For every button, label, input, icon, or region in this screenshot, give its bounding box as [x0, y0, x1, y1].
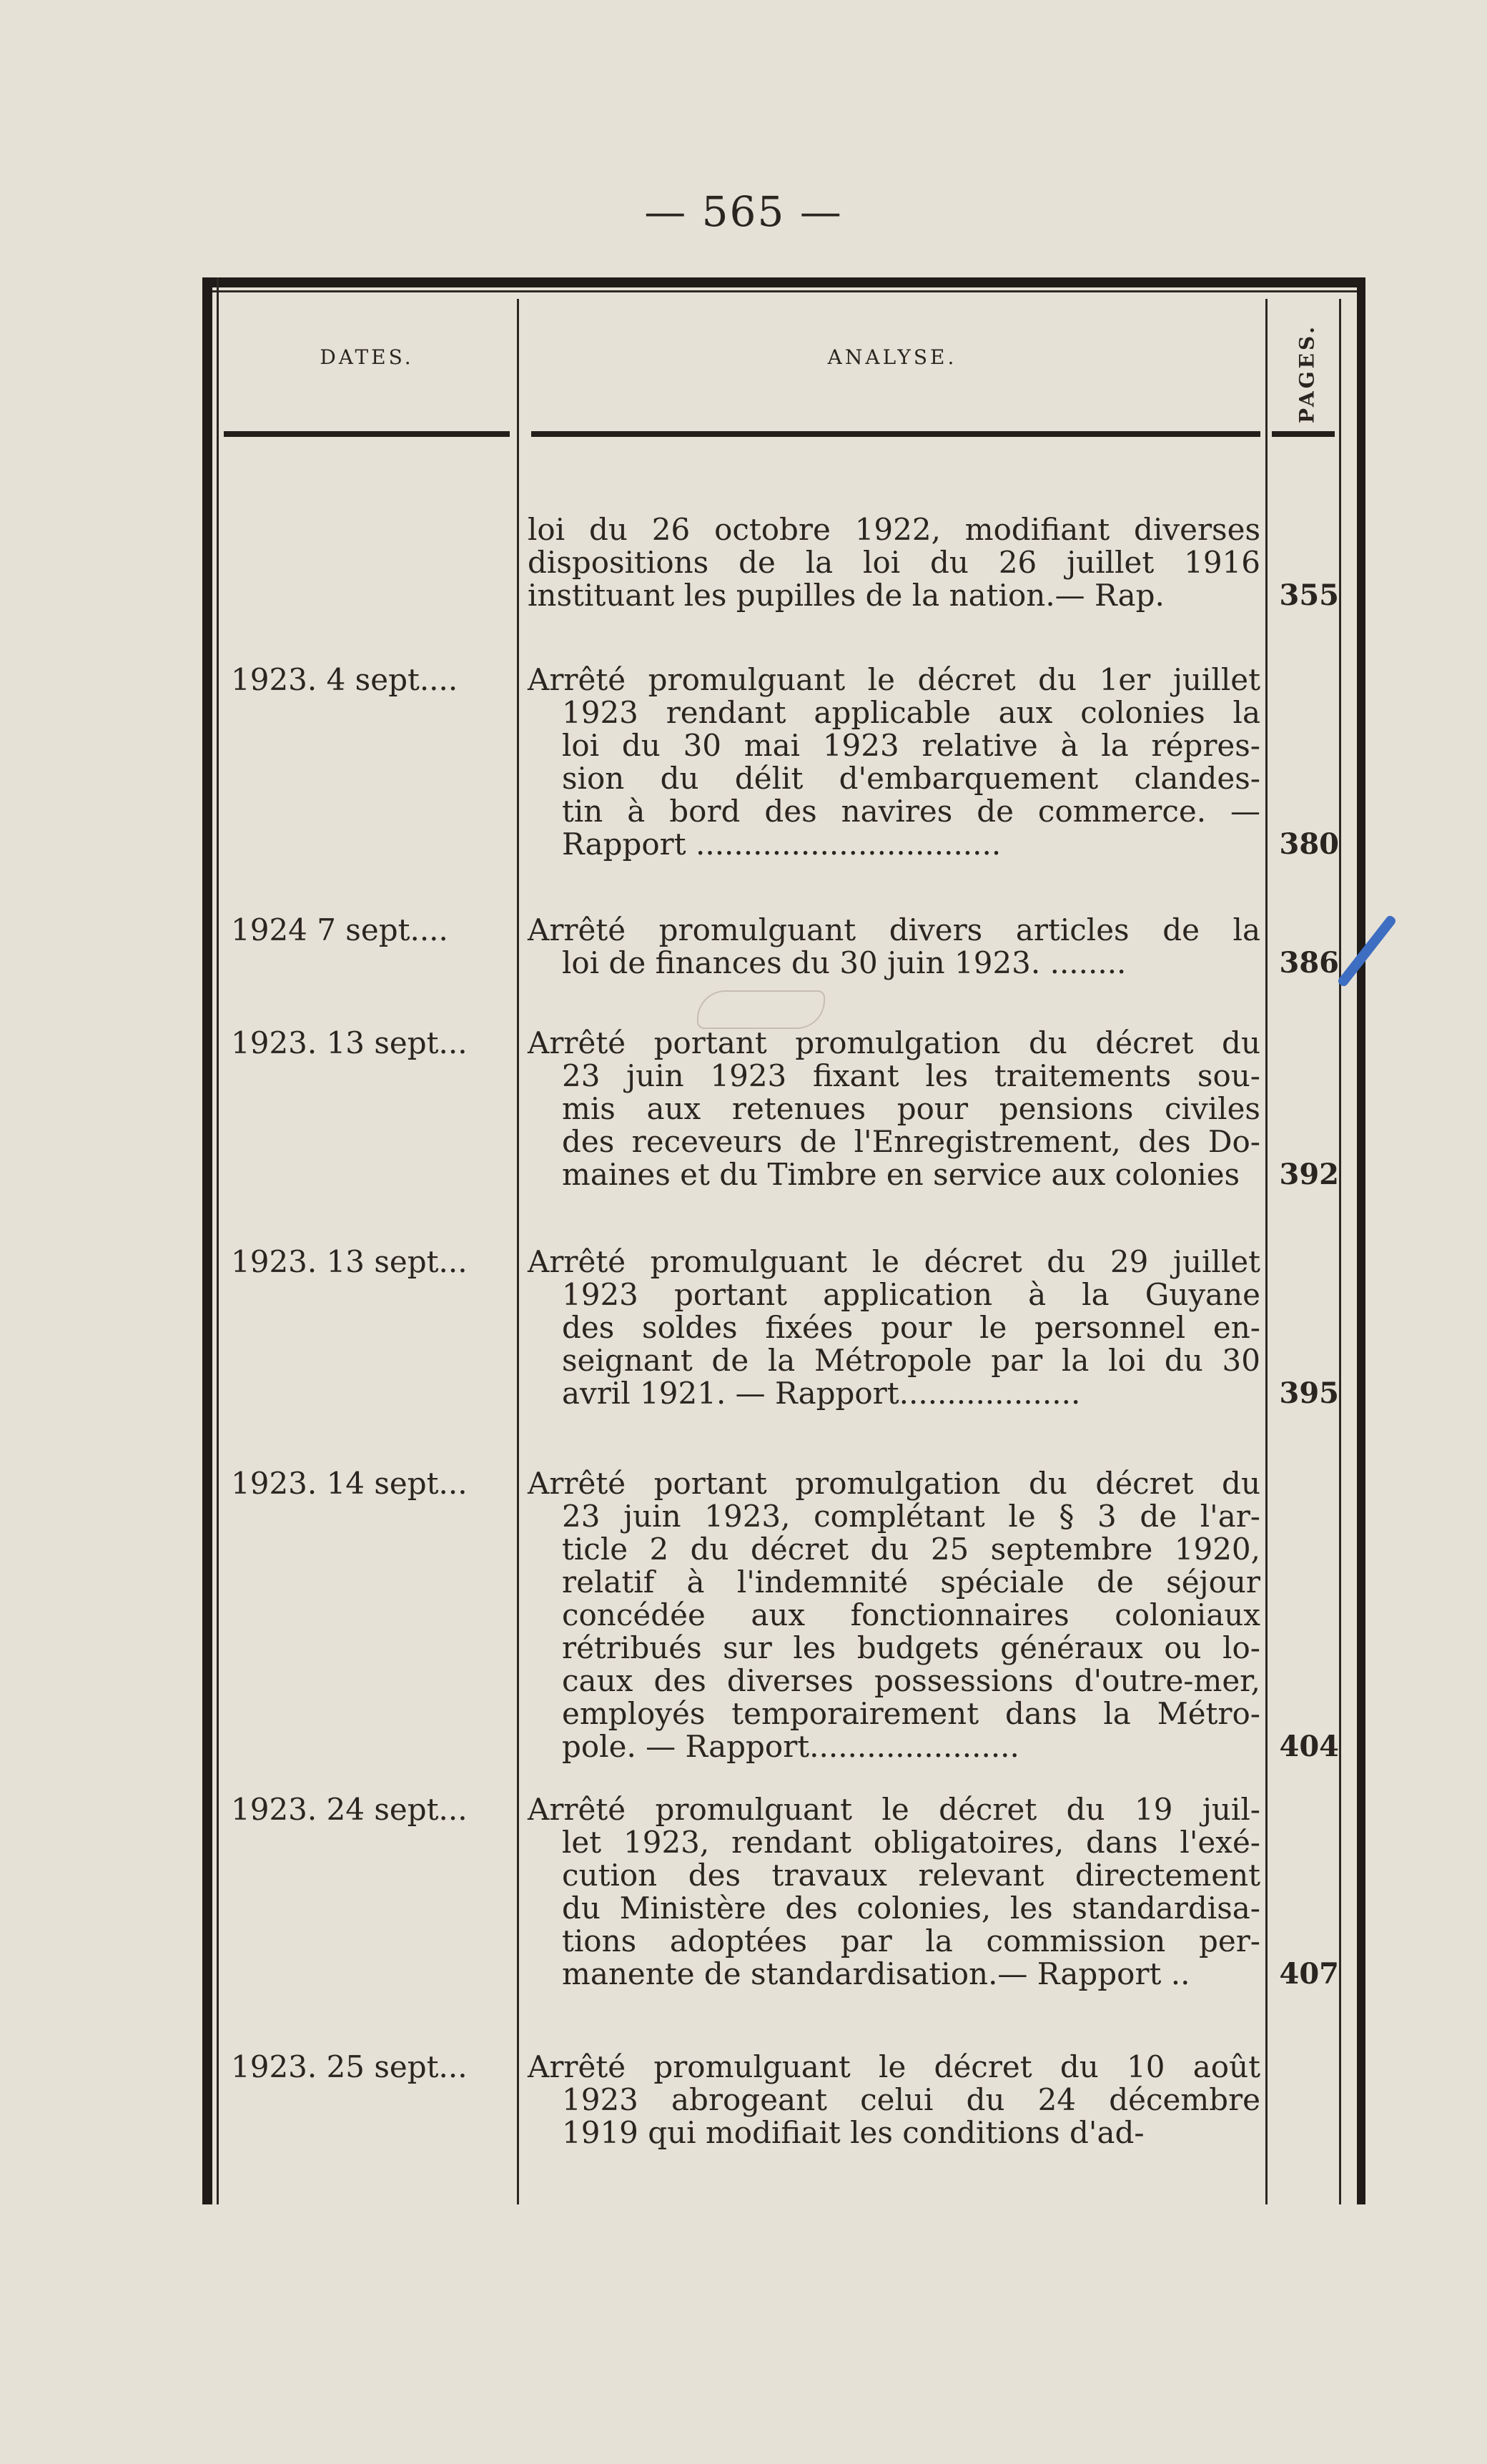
entry-analysis — [528, 1027, 1260, 1191]
top-rule-thin — [202, 290, 1365, 292]
entry-page: 404 — [1279, 1730, 1339, 1763]
entry-date: 1923. 13 sept... — [231, 1025, 468, 1060]
analysis-line: seignant de la Métropole par la loi du 30 — [562, 1343, 1260, 1378]
header-rule-dates — [224, 431, 510, 437]
index-table — [202, 277, 1365, 2204]
analysis-line: du Ministère des colonies, les standardisa- — [562, 1891, 1260, 1926]
analysis-line: 23 juin 1923 fixant les traitements sou- — [562, 1058, 1260, 1093]
analysis-line: concédée aux fonctionnaires coloniaux — [562, 1597, 1260, 1632]
analysis-line: let 1923, rendant obligatoires, dans l'exé- — [562, 1825, 1260, 1860]
entry-date: 1923. 13 sept... — [231, 1244, 468, 1279]
analysis-line: tin à bord des navires de commerce. — — [562, 794, 1260, 829]
entry-date: 1923. 14 sept... — [231, 1466, 468, 1501]
column-divider-analyse — [1265, 299, 1268, 2204]
entry-date: 1923. 4 sept.... — [231, 662, 458, 697]
left-border-inner — [217, 277, 219, 2204]
entry-date: 1923. 25 sept... — [231, 2049, 468, 2084]
entry-analysis — [528, 914, 1260, 980]
entry-page: 407 — [1279, 1957, 1339, 1991]
analysis-line: 23 juin 1923, complétant le § 3 de l'ar- — [562, 1499, 1260, 1534]
analysis-line: Arrêté portant promulgation du décret du — [528, 1466, 1260, 1501]
column-divider-pages — [1339, 299, 1341, 2204]
entry-page: 355 — [1279, 578, 1339, 612]
analysis-line: des receveurs de l'Enregistrement, des Do- — [562, 1124, 1260, 1159]
page-number: — 565 — — [644, 187, 843, 236]
analysis-line: Arrêté promulguant le décret du 1er juillet — [528, 662, 1260, 697]
analysis-line: caux des diverses possessions d'outre-mer, — [562, 1663, 1260, 1698]
entry-analysis — [528, 1467, 1260, 1763]
entry-page: 380 — [1279, 827, 1339, 861]
analysis-line: des soldes fixées pour le personnel en- — [562, 1310, 1260, 1345]
column-divider-dates — [517, 299, 519, 2204]
analysis-line: Arrêté promulguant le décret du 29 juillet — [528, 1244, 1260, 1279]
entry-analysis — [528, 513, 1260, 612]
analysis-line: loi de finances du 30 juin 1923. ........ — [562, 945, 1127, 980]
analysis-line: employés temporairement dans la Métro- — [562, 1696, 1260, 1731]
analysis-line: cution des travaux relevant directement — [562, 1858, 1260, 1893]
entry-analysis — [528, 1246, 1260, 1410]
analysis-line: sion du délit d'embarquement clandes- — [562, 761, 1260, 796]
entry-analysis — [528, 1793, 1260, 1991]
analysis-line: Arrêté promulguant le décret du 19 juil- — [528, 1792, 1260, 1827]
analysis-line: dispositions de la loi du 26 juillet 1916 — [528, 545, 1260, 580]
entry-date: 1924 7 sept.... — [231, 912, 448, 947]
analysis-line: instituant les pupilles de la nation.— Rap. — [528, 578, 1165, 613]
analysis-line: Arrêté promulguant divers articles de la — [528, 912, 1260, 947]
analysis-line: 1919 qui modifiait les conditions d'ad- — [562, 2115, 1145, 2150]
entry-page: 386 — [1279, 946, 1339, 980]
right-border — [1357, 277, 1365, 2204]
entry-page: 395 — [1279, 1376, 1339, 1410]
analysis-line: Rapport ................................ — [562, 827, 1002, 862]
analysis-line: 1923 abrogeant celui du 24 décembre — [562, 2082, 1260, 2117]
analysis-line: pole. — Rapport...................... — [562, 1729, 1019, 1764]
entry-analysis — [528, 664, 1260, 861]
analysis-line: 1923 portant application à la Guyane — [562, 1277, 1260, 1312]
header-dates: DATES. — [320, 345, 414, 369]
analysis-line: maines et du Timbre en service aux colonies — [562, 1157, 1240, 1192]
analysis-line: manente de standardisation.— Rapport .. — [562, 1956, 1190, 1991]
top-rule — [202, 277, 1365, 287]
header-rule-analyse — [531, 431, 1260, 437]
header-analyse: ANALYSE. — [827, 345, 957, 369]
analysis-line: Arrêté promulguant le décret du 10 août — [528, 2049, 1260, 2084]
analysis-line: ticle 2 du décret du 25 septembre 1920, — [562, 1532, 1260, 1567]
analysis-line: avril 1921. — Rapport................... — [562, 1376, 1081, 1411]
analysis-line: loi du 30 mai 1923 relative à la répres- — [562, 728, 1260, 763]
analysis-line: mis aux retenues pour pensions civiles — [562, 1091, 1260, 1126]
analysis-line: rétribués sur les budgets généraux ou lo- — [562, 1630, 1260, 1665]
analysis-line: loi du 26 octobre 1922, modifiant diverses — [528, 512, 1260, 547]
analysis-line: 1923 rendant applicable aux colonies la — [562, 695, 1260, 730]
analysis-line: Arrêté portant promulgation du décret du — [528, 1025, 1260, 1060]
header-rule-pages — [1272, 431, 1335, 437]
handwritten-pencil-note — [697, 990, 825, 1029]
left-border — [202, 277, 212, 2204]
entry-page: 392 — [1279, 1158, 1339, 1191]
entry-analysis — [528, 2051, 1260, 2149]
analysis-line: relatif à l'indemnité spéciale de séjour — [562, 1564, 1260, 1600]
header-pages: PAGES. — [1295, 324, 1319, 424]
entry-date: 1923. 24 sept... — [231, 1792, 468, 1827]
analysis-line: tions adoptées par la commission per- — [562, 1923, 1260, 1958]
